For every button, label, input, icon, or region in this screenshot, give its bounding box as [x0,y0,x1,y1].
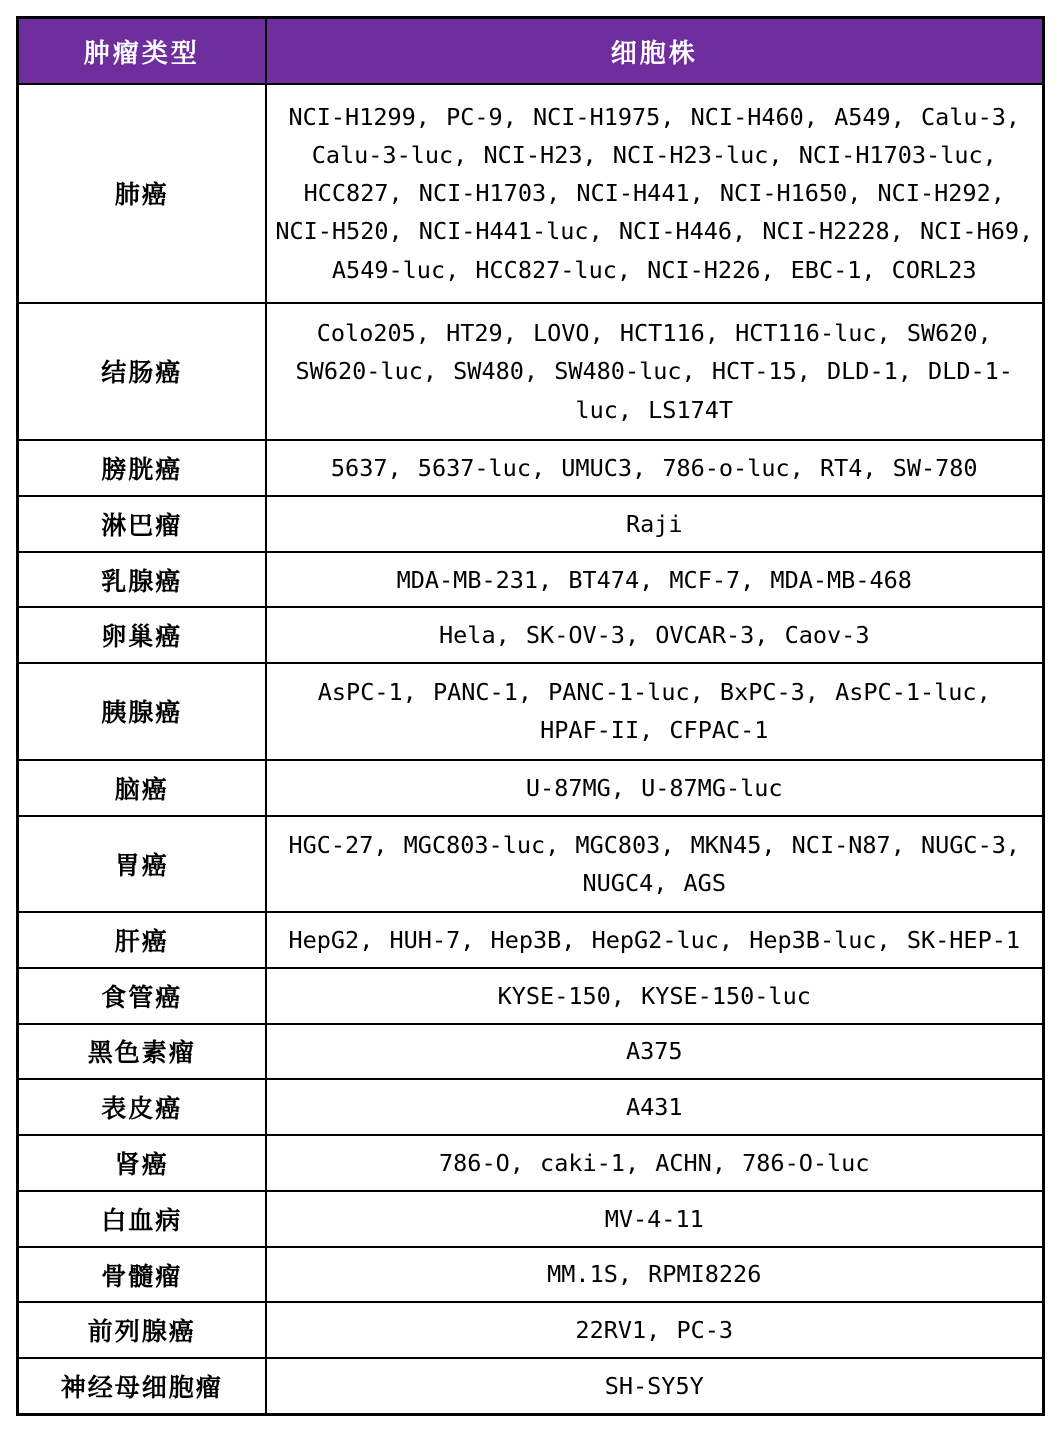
cell-lines-cell: AsPC-1, PANC-1, PANC-1-luc, BxPC-3, AsPC-1-luc, HPAF-II, CFPAC-1 [266,663,1044,760]
table-row [18,1302,1044,1358]
table-row [18,816,1044,913]
tumor-type-cell: 肝癌 [18,912,266,968]
cell-lines-cell: MM.1S, RPMI8226 [266,1247,1044,1303]
cell-lines-cell: SH-SY5Y [266,1358,1044,1414]
tumor-type-cell: 脑癌 [18,760,266,816]
cell-lines-cell: A431 [266,1079,1044,1135]
tumor-type-cell: 黑色素瘤 [18,1024,266,1080]
tumor-type-cell: 胃癌 [18,816,266,913]
tumor-type-cell: 胰腺癌 [18,663,266,760]
tumor-type-cell: 骨髓瘤 [18,1247,266,1303]
table-header [18,18,1044,85]
cell-lines-cell: Raji [266,496,1044,552]
tumor-type-cell: 卵巢癌 [18,607,266,663]
tumor-type-cell: 结肠癌 [18,303,266,440]
cell-lines-cell: 22RV1, PC-3 [266,1302,1044,1358]
cell-lines-cell: 5637, 5637-luc, UMUC3, 786-o-luc, RT4, SW-780 [266,440,1044,496]
table-row [18,607,1044,663]
tumor-type-cell: 神经母细胞瘤 [18,1358,266,1414]
table-row [18,1191,1044,1247]
cell-lines-cell: MV-4-11 [266,1191,1044,1247]
tumor-type-cell: 乳腺癌 [18,552,266,608]
column-header-tumor-type: 肿瘤类型 [18,18,266,85]
table-row [18,552,1044,608]
table-row [18,440,1044,496]
table-row [18,1079,1044,1135]
table-row [18,496,1044,552]
tumor-type-cell: 前列腺癌 [18,1302,266,1358]
cell-lines-cell: Colo205, HT29, LOVO, HCT116, HCT116-luc, SW620, SW620-luc, SW480, SW480-luc, HCT-15, DLD-1, DLD-1-luc, LS174T [266,303,1044,440]
table-row [18,1135,1044,1191]
tumor-type-cell: 表皮癌 [18,1079,266,1135]
table-row [18,968,1044,1024]
tumor-type-cell: 膀胱癌 [18,440,266,496]
table-row [18,663,1044,760]
cell-lines-cell: A375 [266,1024,1044,1080]
tumor-type-cell: 白血病 [18,1191,266,1247]
cell-lines-cell: U-87MG, U-87MG-luc [266,760,1044,816]
tumor-cell-line-table [16,16,1045,1416]
tumor-type-cell: 肾癌 [18,1135,266,1191]
cell-lines-cell: MDA-MB-231, BT474, MCF-7, MDA-MB-468 [266,552,1044,608]
table-body [18,84,1044,1415]
table-row [18,1247,1044,1303]
table-row [18,84,1044,303]
table-row [18,912,1044,968]
column-header-cell-lines: 细胞株 [266,18,1044,85]
table-row [18,760,1044,816]
tumor-type-cell: 食管癌 [18,968,266,1024]
table-row [18,303,1044,440]
table-row [18,1024,1044,1080]
table-header-row [18,18,1044,85]
tumor-type-cell: 淋巴瘤 [18,496,266,552]
cell-lines-cell: NCI-H1299, PC-9, NCI-H1975, NCI-H460, A549, Calu-3, Calu-3-luc, NCI-H23, NCI-H23-luc, NCI-H1703-luc, HCC827, NCI-H1703, NCI-H441, NCI-H1650, NCI-H292, NCI-H520, NCI-H441-luc, NCI-H446, NCI-H2228, NCI-H69, A549-luc, HCC827-luc, NCI-H226, EBC-1, CORL23 [266,84,1044,303]
cell-lines-cell: 786-O, caki-1, ACHN, 786-O-luc [266,1135,1044,1191]
tumor-type-cell: 肺癌 [18,84,266,303]
cell-lines-cell: Hela, SK-OV-3, OVCAR-3, Caov-3 [266,607,1044,663]
cell-lines-cell: KYSE-150, KYSE-150-luc [266,968,1044,1024]
table-row [18,1358,1044,1414]
cell-lines-cell: HGC-27, MGC803-luc, MGC803, MKN45, NCI-N87, NUGC-3, NUGC4, AGS [266,816,1044,913]
cell-lines-cell: HepG2, HUH-7, Hep3B, HepG2-luc, Hep3B-luc, SK-HEP-1 [266,912,1044,968]
